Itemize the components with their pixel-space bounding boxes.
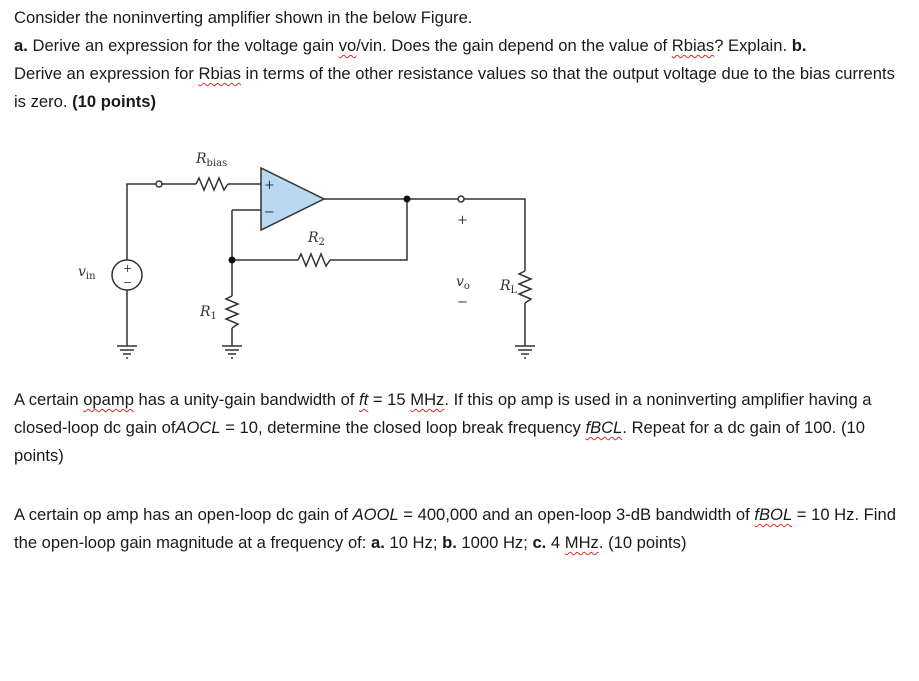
q3-text-4: 10 Hz;	[384, 533, 443, 552]
rl-label: $R_L$	[500, 278, 518, 296]
slash: /	[356, 36, 361, 55]
noninverting-amplifier-circuit	[60, 138, 560, 378]
q1-intro: Consider the noninverting amplifier shown in the below Figure.	[14, 8, 473, 27]
q1-b-text-2: in terms of the other resistance values so that the output voltage due to the bias currents is zero.	[14, 64, 895, 111]
rbias-resistor	[196, 178, 228, 190]
fbcl-symbol: fBCL	[585, 418, 623, 437]
q3-text-2: = 400,000 and an open-loop 3-dB bandwidth of	[398, 505, 755, 524]
source-plus-label: +	[123, 262, 133, 275]
q3-text-6: 4	[546, 533, 565, 552]
mhz-unit-2: MHz	[564, 533, 599, 552]
ground-symbol-1	[117, 346, 137, 358]
question-2-text	[14, 386, 904, 470]
part-b-label: b.	[791, 36, 807, 55]
opamp-minus-label: −	[264, 205, 275, 220]
r2-resistor	[298, 254, 330, 266]
rbias-symbol: Rbias	[671, 36, 715, 55]
ground-symbol-2	[222, 346, 242, 358]
q3-part-a: a.	[371, 533, 385, 552]
vo-label: $v_o$	[456, 274, 470, 292]
opamp-plus-label: +	[264, 178, 275, 193]
q1-points: (10 points)	[72, 92, 157, 111]
wire-r2-to-output	[330, 199, 407, 260]
q3-part-c: c.	[532, 533, 547, 552]
node-dot-inverting	[229, 257, 236, 264]
vo-symbol: vo	[338, 36, 357, 55]
wire-source-top	[127, 184, 156, 260]
opamp-word: opamp	[83, 390, 134, 409]
node-dot-output	[404, 196, 411, 203]
r1-label: $R_1$	[200, 304, 217, 322]
q2-text-5: = 10, determine the closed loop break frequency	[220, 418, 586, 437]
q3-text-1: A certain op amp has an open-loop dc gain of	[14, 505, 353, 524]
question-3-text	[14, 501, 904, 557]
r1-resistor	[226, 296, 238, 328]
vin-symbol: vin	[360, 36, 383, 55]
q3-part-b: b.	[442, 533, 457, 552]
question-1-text	[14, 4, 904, 116]
q3-text-5: 1000 Hz;	[456, 533, 533, 552]
q1-a-text-2: . Does the gain depend on the value of	[382, 36, 672, 55]
source-minus-label: −	[123, 276, 133, 289]
q3-text-3: = 10 Hz. Find the open-loop gain magnitude at a frequency of:	[14, 505, 896, 552]
mhz-unit: MHz	[410, 390, 445, 409]
aool-symbol: AOOL	[352, 505, 399, 524]
q3-text-7: . (10 points)	[598, 533, 687, 552]
part-a-label: a.	[14, 36, 28, 55]
q2-text-6: . Repeat for a dc gain of 100. (10 points)	[14, 418, 865, 465]
q2-text-1: A certain	[14, 390, 84, 409]
q1-a-text-1: Derive an expression for the voltage gain	[27, 36, 339, 55]
output-minus-label: −	[457, 295, 468, 310]
output-terminal	[458, 196, 464, 202]
output-plus-label: +	[457, 213, 468, 228]
q2-text-4: . If this op amp is used in a noninverting amplifier having a closed-loop dc gain of	[14, 390, 872, 437]
q2-text-2: has a unity-gain bandwidth of	[133, 390, 360, 409]
rbias-symbol-2: Rbias	[198, 64, 241, 83]
wire-to-load	[464, 199, 525, 271]
input-node	[156, 181, 162, 187]
r2-label: $R_2$	[308, 230, 325, 248]
ground-symbol-3	[515, 346, 535, 358]
rbias-label: $R_{bias}$	[196, 151, 228, 169]
ft-symbol: ft	[359, 390, 369, 409]
rl-resistor	[519, 271, 531, 303]
fbol-symbol: fBOL	[754, 505, 793, 524]
vin-label: $v_{in}$	[78, 264, 96, 282]
aocl-symbol: AOCL	[175, 418, 221, 437]
q2-text-3: = 15	[368, 390, 411, 409]
q1-a-text-3: ? Explain.	[714, 36, 792, 55]
q1-b-text-1: Derive an expression for	[14, 64, 199, 83]
